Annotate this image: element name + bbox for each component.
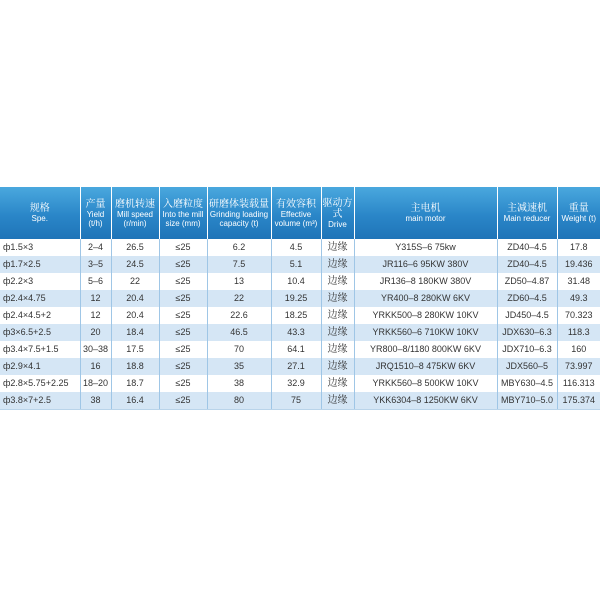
cell-spec: ф1.5×3	[0, 239, 80, 256]
cell-into-mill-size: ≤25	[159, 239, 207, 256]
cell-main-motor: JR136–8 180KW 380V	[354, 273, 497, 290]
cell-grinding-loading: 38	[207, 375, 271, 392]
cell-main-reducer: ZD40–4.5	[497, 239, 557, 256]
cell-spec: ф2.2×3	[0, 273, 80, 290]
cell-weight: 116.313	[557, 375, 600, 392]
cell-effective-volume: 19.25	[271, 290, 321, 307]
header-spec-en: Spe.	[31, 214, 48, 223]
cell-grinding-loading: 22.6	[207, 307, 271, 324]
cell-main-motor: JRQ1510–8 475KW 6KV	[354, 358, 497, 375]
cell-main-reducer: ZD40–4.5	[497, 256, 557, 273]
cell-drive: 边缘	[321, 392, 354, 410]
cell-main-reducer: ZD60–4.5	[497, 290, 557, 307]
table-body	[0, 239, 600, 410]
cell-yield: 38	[80, 392, 111, 410]
cell-main-motor: JR116–6 95KW 380V	[354, 256, 497, 273]
header-into-mill-size-cn: 入磨粒度	[163, 198, 203, 210]
cell-spec: ф1.7×2.5	[0, 256, 80, 273]
header-main-motor-en: main motor	[405, 214, 446, 223]
cell-mill-speed: 17.5	[111, 341, 159, 358]
cell-mill-speed: 24.5	[111, 256, 159, 273]
cell-main-reducer: MBY710–5.0	[497, 392, 557, 410]
cell-effective-volume: 18.25	[271, 307, 321, 324]
header-effective-volume-en: Effective volume (m³)	[274, 209, 318, 228]
cell-main-reducer: ZD50–4.87	[497, 273, 557, 290]
cell-drive: 边缘	[321, 341, 354, 358]
cell-grinding-loading: 46.5	[207, 324, 271, 341]
cell-effective-volume: 75	[271, 392, 321, 410]
header-main-motor-cn: 主电机	[410, 203, 441, 214]
header-mill-speed-en: Mill speed (r/min)	[116, 209, 153, 228]
cell-weight: 175.374	[557, 392, 600, 410]
header-row	[0, 187, 600, 239]
cell-yield: 30–38	[80, 341, 111, 358]
header-main-reducer-en: Main reducer	[503, 214, 551, 223]
cell-spec: ф3×6.5+2.5	[0, 324, 80, 341]
header-drive-cn: 驱动方式	[322, 197, 353, 220]
cell-effective-volume: 4.5	[271, 239, 321, 256]
header-yield	[80, 187, 111, 239]
cell-drive: 边缘	[321, 256, 354, 273]
ball-mill-spec-table	[0, 187, 600, 410]
header-drive-en: Drive	[328, 219, 347, 229]
cell-mill-speed: 26.5	[111, 239, 159, 256]
cell-main-motor: YRKK500–8 280KW 10KV	[354, 307, 497, 324]
header-grinding-loading	[207, 187, 271, 239]
header-main-motor	[354, 187, 497, 239]
cell-main-reducer: JDX560–5	[497, 358, 557, 375]
cell-main-motor: YR800–8/1180 800KW 6KV	[354, 341, 497, 358]
table-row	[0, 324, 600, 341]
cell-into-mill-size: ≤25	[159, 324, 207, 341]
table-row	[0, 256, 600, 273]
cell-main-motor: Y315S–6 75kw	[354, 239, 497, 256]
cell-yield: 16	[80, 358, 111, 375]
header-into-mill-size-en: Into the mill size (mm)	[162, 209, 204, 228]
table-row	[0, 239, 600, 256]
header-into-mill-size	[159, 187, 207, 239]
cell-weight: 70.323	[557, 307, 600, 324]
cell-effective-volume: 27.1	[271, 358, 321, 375]
cell-grinding-loading: 35	[207, 358, 271, 375]
cell-grinding-loading: 70	[207, 341, 271, 358]
cell-weight: 49.3	[557, 290, 600, 307]
cell-weight: 73.997	[557, 358, 600, 375]
cell-spec: ф3.4×7.5+1.5	[0, 341, 80, 358]
table-row	[0, 358, 600, 375]
cell-weight: 160	[557, 341, 600, 358]
cell-main-reducer: JDX710–6.3	[497, 341, 557, 358]
cell-drive: 边缘	[321, 307, 354, 324]
cell-yield: 18–20	[80, 375, 111, 392]
cell-yield: 20	[80, 324, 111, 341]
cell-into-mill-size: ≤25	[159, 290, 207, 307]
cell-spec: ф3.8×7+2.5	[0, 392, 80, 410]
cell-effective-volume: 43.3	[271, 324, 321, 341]
header-weight	[557, 187, 600, 239]
cell-drive: 边缘	[321, 273, 354, 290]
cell-yield: 12	[80, 290, 111, 307]
cell-grinding-loading: 6.2	[207, 239, 271, 256]
cell-spec: ф2.4×4.5+2	[0, 307, 80, 324]
cell-weight: 118.3	[557, 324, 600, 341]
header-yield-cn: 产量	[85, 198, 106, 210]
cell-main-motor: YR400–8 280KW 6KV	[354, 290, 497, 307]
table-row	[0, 392, 600, 410]
cell-main-motor: YRKK560–8 500KW 10KV	[354, 375, 497, 392]
table-row	[0, 273, 600, 290]
cell-yield: 5–6	[80, 273, 111, 290]
cell-main-motor: YRKK560–6 710KW 10KV	[354, 324, 497, 341]
cell-grinding-loading: 13	[207, 273, 271, 290]
header-main-reducer	[497, 187, 557, 239]
cell-weight: 17.8	[557, 239, 600, 256]
cell-main-reducer: JD450–4.5	[497, 307, 557, 324]
cell-spec: ф2.8×5.75+2.25	[0, 375, 80, 392]
cell-into-mill-size: ≤25	[159, 392, 207, 410]
header-grinding-loading-cn: 研磨体装载量	[209, 198, 269, 210]
cell-spec: ф2.9×4.1	[0, 358, 80, 375]
cell-mill-speed: 20.4	[111, 290, 159, 307]
table-row	[0, 341, 600, 358]
cell-effective-volume: 32.9	[271, 375, 321, 392]
cell-into-mill-size: ≤25	[159, 273, 207, 290]
table-row	[0, 290, 600, 307]
cell-drive: 边缘	[321, 375, 354, 392]
cell-effective-volume: 5.1	[271, 256, 321, 273]
cell-drive: 边缘	[321, 290, 354, 307]
cell-into-mill-size: ≤25	[159, 358, 207, 375]
cell-main-motor: YKK6304–8 1250KW 6KV	[354, 392, 497, 410]
cell-yield: 12	[80, 307, 111, 324]
cell-main-reducer: JDX630–6.3	[497, 324, 557, 341]
cell-yield: 3–5	[80, 256, 111, 273]
cell-weight: 31.48	[557, 273, 600, 290]
cell-mill-speed: 20.4	[111, 307, 159, 324]
header-main-reducer-cn: 主减速机	[507, 203, 547, 214]
cell-spec: ф2.4×4.75	[0, 290, 80, 307]
cell-grinding-loading: 7.5	[207, 256, 271, 273]
header-spec-cn: 规格	[29, 203, 50, 214]
cell-mill-speed: 18.7	[111, 375, 159, 392]
cell-grinding-loading: 80	[207, 392, 271, 410]
header-spec	[0, 187, 80, 239]
cell-effective-volume: 10.4	[271, 273, 321, 290]
cell-mill-speed: 18.8	[111, 358, 159, 375]
cell-mill-speed: 18.4	[111, 324, 159, 341]
cell-grinding-loading: 22	[207, 290, 271, 307]
cell-drive: 边缘	[321, 239, 354, 256]
cell-drive: 边缘	[321, 324, 354, 341]
cell-mill-speed: 16.4	[111, 392, 159, 410]
cell-main-reducer: MBY630–4.5	[497, 375, 557, 392]
header-weight-en: Weight (t)	[561, 214, 597, 223]
cell-into-mill-size: ≤25	[159, 307, 207, 324]
cell-effective-volume: 64.1	[271, 341, 321, 358]
header-effective-volume	[271, 187, 321, 239]
cell-weight: 19.436	[557, 256, 600, 273]
table-row	[0, 375, 600, 392]
table-header	[0, 187, 600, 239]
header-effective-volume-cn: 有效容积	[276, 198, 316, 210]
cell-mill-speed: 22	[111, 273, 159, 290]
header-mill-speed-cn: 磨机转速	[115, 198, 155, 210]
header-mill-speed	[111, 187, 159, 239]
cell-drive: 边缘	[321, 358, 354, 375]
cell-into-mill-size: ≤25	[159, 375, 207, 392]
header-drive	[321, 187, 354, 239]
table-row	[0, 307, 600, 324]
cell-into-mill-size: ≤25	[159, 256, 207, 273]
cell-into-mill-size: ≤25	[159, 341, 207, 358]
header-weight-cn: 重量	[568, 203, 589, 214]
header-yield-en: Yield (t/h)	[86, 209, 105, 228]
header-grinding-loading-en: Grinding loading capacity (t)	[209, 209, 269, 228]
cell-yield: 2–4	[80, 239, 111, 256]
